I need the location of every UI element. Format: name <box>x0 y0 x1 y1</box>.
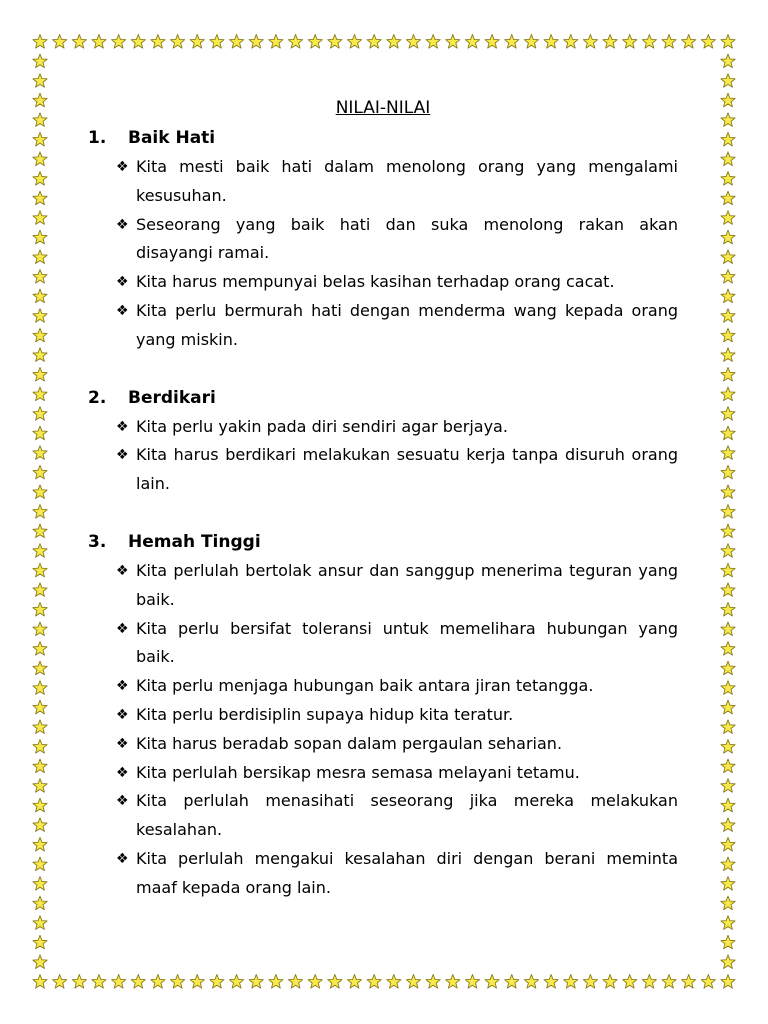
star-icon <box>92 975 106 989</box>
star-icon <box>33 328 47 342</box>
star-icon <box>721 132 735 146</box>
star-icon <box>33 132 47 146</box>
star-icon <box>367 975 381 989</box>
section-number: 2. <box>88 387 107 408</box>
star-icon <box>583 975 597 989</box>
star-icon <box>33 857 47 871</box>
star-icon <box>33 407 47 421</box>
star-icon <box>229 975 243 989</box>
diamond-bullet-icon: ❖ <box>116 706 129 723</box>
star-icon <box>33 681 47 695</box>
star-icon <box>721 779 735 793</box>
star-icon <box>721 211 735 225</box>
star-icon <box>721 172 735 186</box>
star-icon <box>33 955 47 969</box>
star-icon <box>642 975 656 989</box>
star-icon <box>721 740 735 754</box>
star-icon <box>721 250 735 264</box>
list-item-text: Kita perlulah menasihati seseorang jika mereka melakukan kesalahan. <box>136 791 678 840</box>
diamond-bullet-icon: ❖ <box>116 562 129 579</box>
star-icon <box>33 563 47 577</box>
list-item <box>116 759 678 788</box>
star-icon <box>367 35 381 49</box>
star-icon <box>721 93 735 107</box>
list-item-text: Seseorang yang baik hati dan suka menolong rakan akan disayangi ramai. <box>136 214 678 263</box>
star-icon <box>269 975 283 989</box>
list-item-text: Kita perlu bermurah hati dengan menderma wang kepada orang yang miskin. <box>136 300 678 349</box>
list-item <box>116 557 678 615</box>
diamond-bullet-icon: ❖ <box>116 850 129 867</box>
star-icon <box>33 877 47 891</box>
star-icon <box>33 505 47 519</box>
star-icon <box>33 896 47 910</box>
list-item <box>116 672 678 701</box>
star-icon <box>53 975 67 989</box>
star-icon <box>662 975 676 989</box>
star-icon <box>721 35 735 49</box>
star-icon <box>33 367 47 381</box>
section-heading-text: Baik Hati <box>128 128 216 148</box>
star-icon <box>33 172 47 186</box>
star-icon <box>170 975 184 989</box>
star-icon <box>33 622 47 636</box>
star-icon <box>721 955 735 969</box>
star-icon <box>33 779 47 793</box>
star-icon <box>721 505 735 519</box>
star-icon <box>33 191 47 205</box>
star-icon <box>33 113 47 127</box>
section-heading-text: Berdikari <box>128 387 216 408</box>
star-icon <box>33 289 47 303</box>
star-icon <box>33 446 47 460</box>
star-icon <box>33 426 47 440</box>
star-icon <box>721 426 735 440</box>
star-icon <box>33 583 47 597</box>
star-icon <box>721 877 735 891</box>
star-icon <box>288 975 302 989</box>
star-icon <box>564 975 578 989</box>
star-icon <box>33 270 47 284</box>
star-icon <box>682 975 696 989</box>
list-item <box>116 730 678 759</box>
list-item <box>116 413 678 442</box>
star-icon <box>33 348 47 362</box>
star-icon <box>721 916 735 930</box>
star-icon <box>721 485 735 499</box>
star-icon <box>190 35 204 49</box>
diamond-bullet-icon: ❖ <box>116 620 129 637</box>
star-icon <box>603 35 617 49</box>
star-icon <box>721 896 735 910</box>
star-icon <box>33 152 47 166</box>
section-2 <box>88 384 678 499</box>
star-icon <box>112 35 126 49</box>
star-icon <box>170 35 184 49</box>
list-item <box>116 615 678 673</box>
star-icon <box>308 975 322 989</box>
diamond-bullet-icon: ❖ <box>116 735 129 752</box>
list-item-text: Kita perlu yakin pada diri sendiri agar berjaya. <box>136 416 508 436</box>
star-icon <box>721 113 735 127</box>
star-icon <box>682 35 696 49</box>
star-icon <box>485 975 499 989</box>
section-1 <box>88 124 678 355</box>
star-icon <box>544 975 558 989</box>
section-number: 1. <box>88 128 107 148</box>
section-3 <box>88 528 678 903</box>
star-icon <box>721 289 735 303</box>
star-icon <box>387 975 401 989</box>
star-icon <box>583 35 597 49</box>
star-icon <box>721 348 735 362</box>
star-icon <box>721 798 735 812</box>
section-heading <box>88 124 678 153</box>
star-icon <box>33 700 47 714</box>
star-icon <box>328 975 342 989</box>
star-icon <box>33 74 47 88</box>
star-icon <box>92 35 106 49</box>
diamond-bullet-icon: ❖ <box>116 216 129 233</box>
star-icon <box>229 35 243 49</box>
list-item-text: Kita perlulah bertolak ansur dan sanggup menerima teguran yang baik. <box>136 560 678 609</box>
star-icon <box>721 818 735 832</box>
list-item-text: Kita harus mempunyai belas kasihan terhadap orang cacat. <box>136 272 615 292</box>
star-icon <box>721 975 735 989</box>
star-icon <box>33 837 47 851</box>
star-icon <box>505 975 519 989</box>
star-icon <box>72 975 86 989</box>
list-item-text: Kita perlulah mengakui kesalahan diri dengan berani meminta maaf kepada orang lain. <box>136 848 678 897</box>
star-icon <box>347 975 361 989</box>
star-icon <box>662 35 676 49</box>
star-icon <box>721 152 735 166</box>
list-item <box>116 787 678 845</box>
star-icon <box>721 544 735 558</box>
bullet-list <box>88 413 678 499</box>
section-heading-text: Hemah Tinggi <box>128 531 261 552</box>
star-icon <box>701 35 715 49</box>
star-icon <box>721 191 735 205</box>
star-icon <box>524 975 538 989</box>
star-icon <box>446 975 460 989</box>
star-icon <box>33 720 47 734</box>
star-icon <box>33 642 47 656</box>
diamond-bullet-icon: ❖ <box>116 793 129 810</box>
star-icon <box>33 250 47 264</box>
star-icon <box>721 465 735 479</box>
section-list <box>88 124 678 903</box>
list-item-text: Kita perlulah bersikap mesra semasa melayani tetamu. <box>136 762 580 782</box>
list-item <box>116 845 678 903</box>
star-icon <box>603 975 617 989</box>
star-icon <box>721 74 735 88</box>
list-item-text: Kita mesti baik hati dalam menolong orang yang mengalami kesusuhan. <box>136 157 678 205</box>
star-icon <box>33 544 47 558</box>
list-item-text: Kita harus beradab sopan dalam pergaulan seharian. <box>136 733 563 753</box>
star-icon <box>623 975 637 989</box>
bullet-list <box>88 557 678 903</box>
star-icon <box>269 35 283 49</box>
star-icon <box>406 35 420 49</box>
star-icon <box>721 446 735 460</box>
star-icon <box>33 524 47 538</box>
star-icon <box>505 35 519 49</box>
diamond-bullet-icon: ❖ <box>116 274 129 291</box>
star-icon <box>33 309 47 323</box>
star-icon <box>72 35 86 49</box>
star-icon <box>33 798 47 812</box>
star-icon <box>151 975 165 989</box>
star-icon <box>721 700 735 714</box>
star-icon <box>721 857 735 871</box>
star-icon <box>210 35 224 49</box>
star-icon <box>721 602 735 616</box>
star-icon <box>151 35 165 49</box>
list-item-text: Kita perlu berdisiplin supaya hidup kita teratur. <box>136 704 514 724</box>
star-icon <box>190 975 204 989</box>
diamond-bullet-icon: ❖ <box>116 418 129 435</box>
star-icon <box>249 975 263 989</box>
star-icon <box>721 681 735 695</box>
section-heading <box>88 384 678 413</box>
star-icon <box>288 35 302 49</box>
star-icon <box>721 661 735 675</box>
star-icon <box>33 975 47 989</box>
star-icon <box>721 230 735 244</box>
star-icon <box>564 35 578 49</box>
star-icon <box>721 583 735 597</box>
list-item <box>116 701 678 730</box>
star-icon <box>721 642 735 656</box>
section-heading <box>88 528 678 557</box>
list-item <box>116 211 678 269</box>
star-icon <box>33 485 47 499</box>
star-icon <box>721 563 735 577</box>
list-item-text: Kita perlu menjaga hubungan baik antara jiran tetangga. <box>136 676 594 696</box>
star-icon <box>721 837 735 851</box>
diamond-bullet-icon: ❖ <box>116 447 129 464</box>
star-icon <box>701 975 715 989</box>
diamond-bullet-icon: ❖ <box>116 302 129 319</box>
list-item <box>116 153 678 211</box>
star-icon <box>721 407 735 421</box>
section-number: 3. <box>88 531 107 552</box>
star-icon <box>33 211 47 225</box>
star-icon <box>210 975 224 989</box>
star-icon <box>328 35 342 49</box>
star-icon <box>642 35 656 49</box>
list-item-text: Kita harus berdikari melakukan sesuatu kerja tanpa disuruh orang lain. <box>136 445 678 494</box>
star-icon <box>721 720 735 734</box>
star-icon <box>544 35 558 49</box>
star-icon <box>33 916 47 930</box>
star-icon <box>33 54 47 68</box>
star-icon <box>721 935 735 949</box>
diamond-bullet-icon: ❖ <box>116 764 129 781</box>
star-icon <box>131 35 145 49</box>
star-icon <box>721 54 735 68</box>
star-icon <box>249 35 263 49</box>
star-icon <box>33 602 47 616</box>
list-item <box>116 268 678 297</box>
star-icon <box>33 387 47 401</box>
star-icon <box>112 975 126 989</box>
star-icon <box>623 35 637 49</box>
star-icon <box>426 975 440 989</box>
bullet-list <box>88 153 678 355</box>
star-icon <box>33 661 47 675</box>
star-icon <box>33 93 47 107</box>
star-icon <box>33 759 47 773</box>
star-icon <box>721 759 735 773</box>
star-icon <box>53 35 67 49</box>
star-icon <box>406 975 420 989</box>
list-item <box>116 441 678 499</box>
star-icon <box>721 367 735 381</box>
star-icon <box>524 35 538 49</box>
star-icon <box>721 622 735 636</box>
star-icon <box>33 465 47 479</box>
document-body <box>88 94 678 903</box>
star-icon <box>33 740 47 754</box>
star-icon <box>721 270 735 284</box>
page-title: NILAI-NILAI <box>335 98 431 118</box>
star-icon <box>308 35 322 49</box>
star-icon <box>465 975 479 989</box>
list-item <box>116 297 678 355</box>
diamond-bullet-icon: ❖ <box>116 159 129 175</box>
star-icon <box>387 35 401 49</box>
star-icon <box>721 309 735 323</box>
star-icon <box>485 35 499 49</box>
star-icon <box>33 230 47 244</box>
star-icon <box>721 524 735 538</box>
star-icon <box>33 935 47 949</box>
star-icon <box>131 975 145 989</box>
list-item-text: Kita perlu bersifat toleransi untuk memelihara hubungan yang baik. <box>136 618 678 667</box>
star-icon <box>721 328 735 342</box>
star-icon <box>426 35 440 49</box>
star-icon <box>33 35 47 49</box>
star-icon <box>465 35 479 49</box>
star-icon <box>721 387 735 401</box>
star-icon <box>33 818 47 832</box>
star-icon <box>347 35 361 49</box>
diamond-bullet-icon: ❖ <box>116 678 129 695</box>
star-icon <box>446 35 460 49</box>
